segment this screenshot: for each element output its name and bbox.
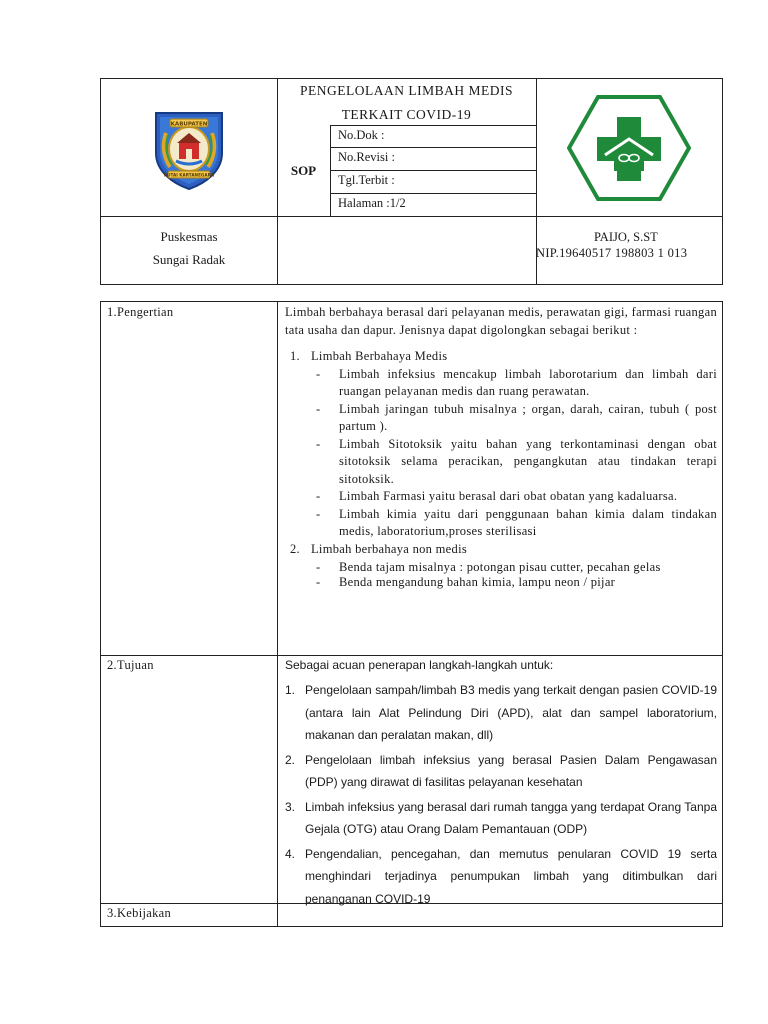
kabupaten-emblem-icon xyxy=(146,105,232,191)
list-item: 1. Pengelolaan sampah/limbah B3 medis yang terkait dengan pasien COVID-19 (antara lain Alat Pelindung Diri (APD), alat dan sampel laboratorium, makanan dan peralatan makan, dll) xyxy=(285,683,717,742)
list-item: 3. Limbah infeksius yang berasal dari rumah tangga yang terdapat Orang Tanpa Gejala (OTG) atau Orang Dalam Pemantauan (ODP) xyxy=(285,799,717,836)
signer-nip: NIP.19640517 198803 1 013 xyxy=(536,246,688,260)
list-item: 2. Limbah berbahaya non medis xyxy=(290,541,468,556)
sop-header-table xyxy=(100,78,723,285)
header-divider xyxy=(330,147,536,148)
tujuan-content xyxy=(285,657,717,912)
title-line-1: PENGELOLAAN LIMBAH MEDIS xyxy=(300,83,513,98)
organization-name xyxy=(101,225,277,271)
list-item: 2. Pengelolaan limbah infeksius yang berasal Pasien Dalam Pengawasan (PDP) yang dirawat di fasilitas pelayanan kesehatan xyxy=(285,752,717,789)
sop-label: SOP xyxy=(290,162,317,178)
tujuan-intro: Sebagai acuan penerapan langkah-langkah untuk: xyxy=(285,658,554,672)
emblem-ribbon-text: KABUPATEN xyxy=(170,121,208,127)
list-item: - Limbah kimia yaitu dari penggunaan bahan kimia dalam tindakan medis, laboratorium,proses sterilisasi xyxy=(316,506,717,538)
title-line-2: TERKAIT COVID-19 xyxy=(341,107,472,122)
list-item: 4. Pengendalian, pencegahan, dan memutus penularan COVID 19 serta menghindari terjadinya penumpukan limbah yang ditimbulkan dari penanganan COVID-19 xyxy=(285,846,717,906)
sop-content-table xyxy=(100,301,723,927)
header-divider xyxy=(101,216,722,217)
group-title: Limbah berbahaya non medis xyxy=(311,541,468,556)
field-no-dok: No.Dok : xyxy=(338,128,385,142)
row-label-tujuan: 2.Tujuan xyxy=(107,658,154,672)
list-item: - Limbah jaringan tubuh misalnya ; organ, darah, cairan, tubuh ( post partum ). xyxy=(316,401,717,433)
list-item: 1. Limbah Berbahaya Medis xyxy=(290,349,448,363)
list-item: - Limbah Farmasi yaitu berasal dari obat obatan yang kadaluarsa. xyxy=(316,489,678,503)
list-item: - Limbah infeksius mencakup limbah laborotarium dan limbah dari ruangan pelayanan medis dan ruang perawatan. xyxy=(316,366,717,398)
pengertian-content xyxy=(285,304,717,592)
org-line-1: Puskesmas xyxy=(160,229,218,244)
kabupaten-emblem-cell xyxy=(101,79,277,216)
puskesmas-logo-cell xyxy=(536,79,722,216)
emblem-banner-text: KUTAI KARTANEGARA xyxy=(163,172,215,177)
row-label-pengertian: 1.Pengertian xyxy=(107,305,174,319)
list-item: - Benda mengandung bahan kimia, lampu neon / pijar xyxy=(316,575,616,589)
list-item: - Benda tajam misalnya : potongan pisau cutter, pecahan gelas xyxy=(316,560,661,574)
signer-name: PAIJO, S.ST xyxy=(594,230,658,244)
row-divider xyxy=(101,655,722,656)
pengertian-intro: Limbah berbahaya berasal dari pelayanan medis, perawatan gigi, farmasi ruangan tata usaha dan dapur. Jenisnya dapat digolongkan sebagai berikut : xyxy=(285,305,717,337)
document-title xyxy=(277,79,536,127)
group-title: Limbah Berbahaya Medis xyxy=(311,349,448,363)
row-label-kebijakan: 3.Kebijakan xyxy=(107,906,172,920)
column-divider xyxy=(277,302,278,926)
header-divider xyxy=(330,193,536,194)
list-item: - Limbah Sitotoksik yaitu bahan yang terkontaminasi dengan obat sitotoksik selama peracikan, pengangkutan atau tindakan terapi sitotoksik. xyxy=(316,436,717,486)
header-divider xyxy=(330,170,536,171)
puskesmas-cross-icon xyxy=(567,95,691,201)
field-halaman: Halaman :1/2 xyxy=(338,196,406,210)
signatory xyxy=(536,229,722,261)
field-no-revisi: No.Revisi : xyxy=(338,150,395,164)
field-tgl-terbit: Tgl.Terbit : xyxy=(338,173,395,187)
org-line-2: Sungai Radak xyxy=(152,252,226,267)
